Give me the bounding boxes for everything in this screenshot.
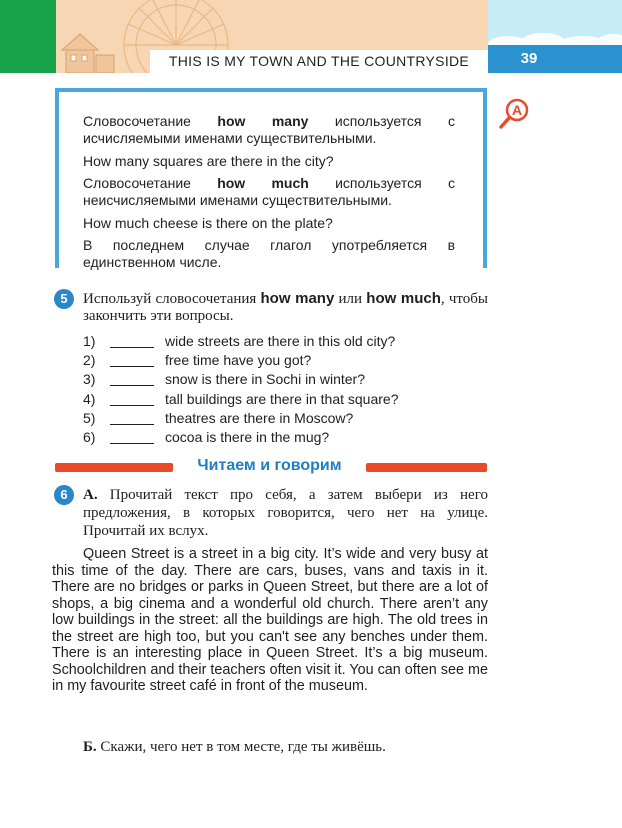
answer-blank[interactable] bbox=[110, 405, 154, 406]
exercise-number-5: 5 bbox=[54, 289, 74, 309]
exercise-6b-instruction: Б. Скажи, чего нет в том месте, где ты живёшь. bbox=[83, 739, 386, 755]
rule-how-much: Словосочетание how much используется с неисчисляемыми именами существительными. bbox=[83, 175, 455, 208]
rule-box-top-border bbox=[55, 88, 487, 92]
exercise-number-6: 6 bbox=[54, 485, 74, 505]
answer-blank[interactable] bbox=[110, 443, 154, 444]
rule-example-2: How much cheese is there on the plate? bbox=[83, 215, 333, 231]
section-bar-right bbox=[366, 463, 487, 472]
answer-blank[interactable] bbox=[110, 424, 154, 425]
story-text: Queen Street is a street in a big city. It’s wide and very busy at this time of the day. There are cars, buses, vans and taxis in it. There are no bridges or parks in Queen Street, but there are a lot of shops, a big cinema and a wonderful old church. There aren’t any low buildings in the street: all the buildings are high. The old trees in the street are high too, but you can't see any benches under them. There is an interesting place in Queen Street. It’s a big museum. Schoolchildren and their teachers often visit it. You can often see me in my favourite street café in front of the museum. bbox=[52, 546, 488, 694]
question-number: 6) bbox=[83, 429, 96, 445]
exercise-6a-instruction: А. Прочитай текст про себя, а затем выбери из него предложения, в которых говорится, чего нет на улице. Прочитай их вслух. bbox=[83, 487, 488, 539]
question-number: 5) bbox=[83, 410, 96, 426]
rule-example-1: How many squares are there in the city? bbox=[83, 153, 334, 169]
answer-blank[interactable] bbox=[110, 366, 154, 367]
green-corner-tab bbox=[0, 0, 56, 73]
rule-how-many: Словосочетание how many используется с исчисляемыми именами существительными. bbox=[83, 113, 455, 146]
question-text: cocoa is there in the mug? bbox=[165, 429, 330, 445]
question-number: 3) bbox=[83, 371, 96, 387]
exercise-5-instruction: Используй словосочетания how many или how much, чтобы закончить эти вопросы. bbox=[83, 290, 488, 324]
page-number: 39 bbox=[520, 50, 538, 67]
question-number: 2) bbox=[83, 352, 96, 368]
answer-blank[interactable] bbox=[110, 385, 154, 386]
question-text: free time have you got? bbox=[165, 352, 312, 368]
section-bar-left bbox=[55, 463, 173, 472]
section-title: Читаем и говорим bbox=[197, 457, 342, 474]
question-number: 1) bbox=[83, 333, 96, 349]
question-text: theatres are there in Moscow? bbox=[165, 410, 354, 426]
rule-note: В последнем случае глагол употребляется в единственном числе. bbox=[83, 237, 455, 270]
answer-blank[interactable] bbox=[110, 347, 154, 348]
question-text: wide streets are there in this old city? bbox=[165, 333, 396, 349]
magnifier-a-icon bbox=[498, 98, 530, 130]
question-text: tall buildings are there in that square? bbox=[165, 391, 399, 407]
magnifier-letter: A bbox=[511, 102, 523, 118]
question-number: 4) bbox=[83, 391, 96, 407]
question-text: snow is there in Sochi in winter? bbox=[165, 371, 365, 387]
chapter-title: THIS IS MY TOWN AND THE COUNTRYSIDE bbox=[168, 53, 470, 69]
